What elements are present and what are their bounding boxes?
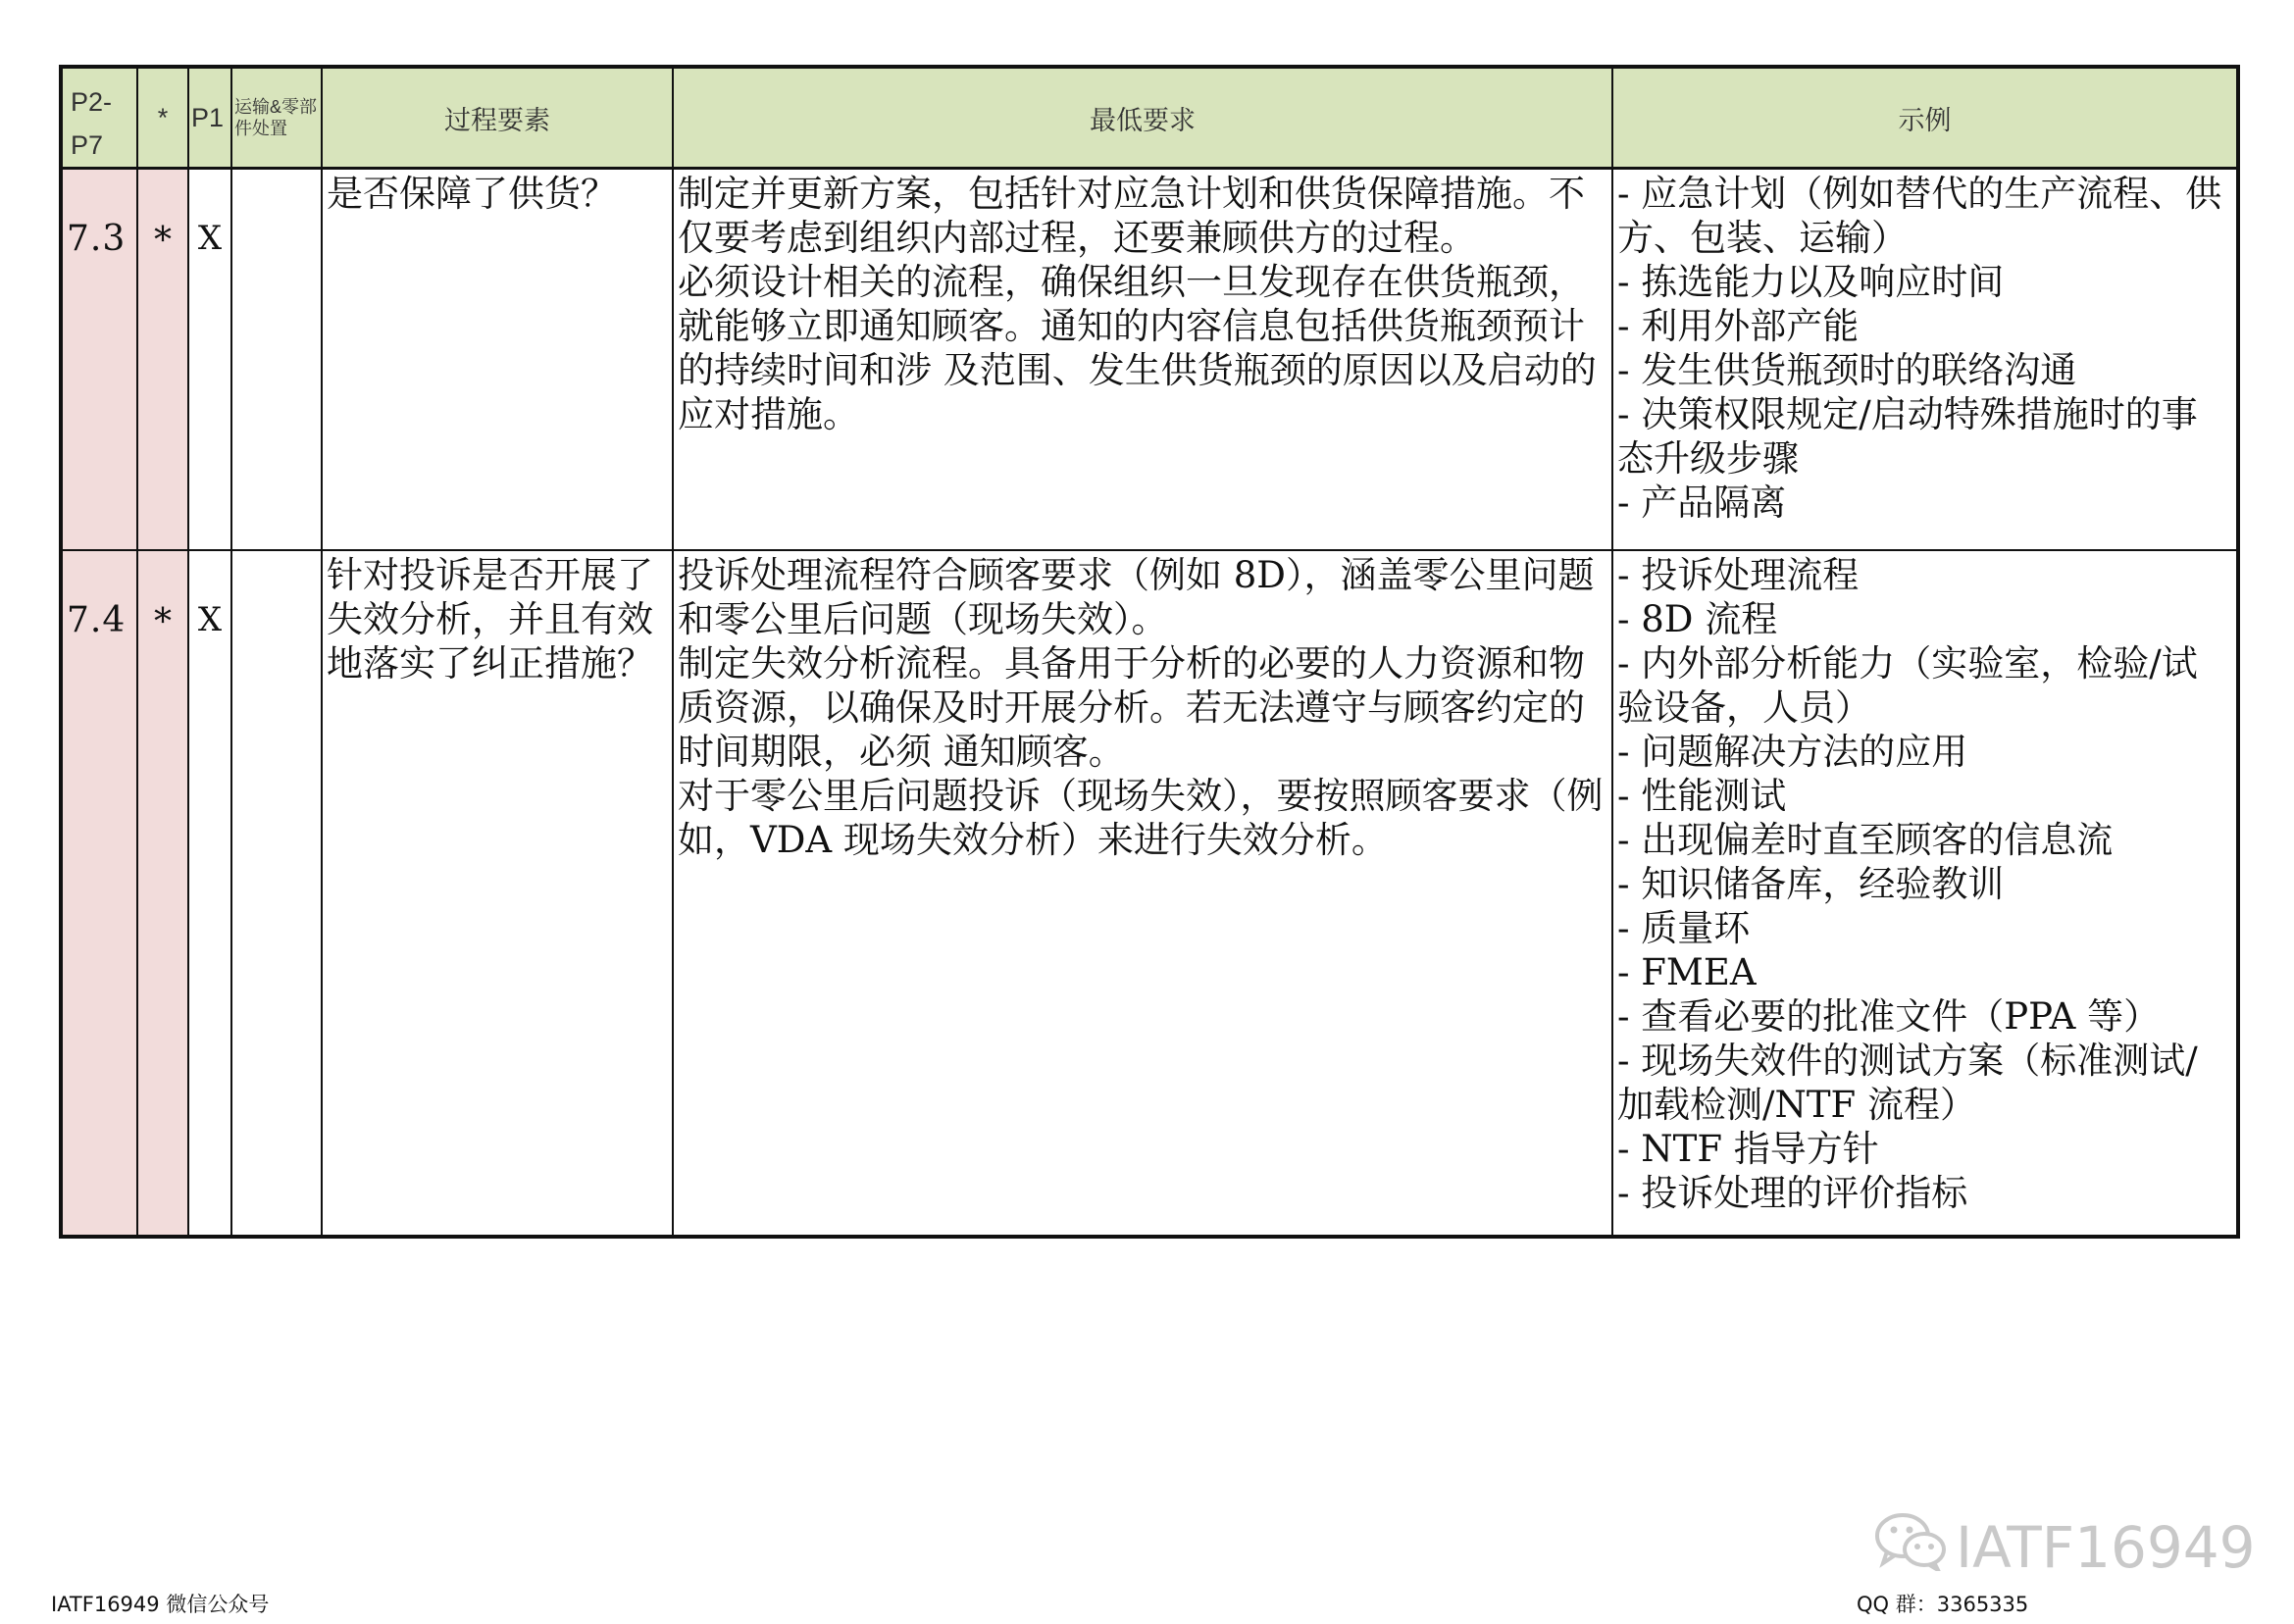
example-item: - NTF 指导方针 <box>1617 1127 1879 1170</box>
example-item: - 应急计划（例如替代的生产流程、供方、包装、运输） <box>1617 173 2222 259</box>
header-example: 示例 <box>1612 67 2238 169</box>
example-item: - 投诉处理的评价指标 <box>1617 1171 1968 1214</box>
header-p1: P1 <box>188 67 231 169</box>
row-process-element: 是否保障了供货？ <box>322 169 673 550</box>
row-min-requirement <box>673 550 1612 1237</box>
row-process-element: 针对投诉是否开展了失效分析，并且有效地落实了纠正措施？ <box>322 550 673 1237</box>
header-p2p7: P2-P7 <box>61 67 137 169</box>
row-star: * <box>137 169 188 550</box>
example-item: - FMEA <box>1617 950 1757 993</box>
requirement-paragraph: 投诉处理流程符合顾客要求（例如 8D），涵盖零公里问题和零公里后问题（现场失效）。 <box>678 553 1595 640</box>
example-item: - 投诉处理流程 <box>1617 553 1860 596</box>
table-row <box>61 550 2238 1237</box>
watermark <box>1873 1510 2256 1585</box>
row-p1-mark: X <box>188 550 231 1237</box>
row-min-requirement <box>673 169 1612 550</box>
requirement-paragraph: 对于零公里后问题投诉（现场失效），要按照顾客要求（例如，VDA 现场失效分析）来进行失效分析。 <box>678 774 1604 861</box>
example-item: - 现场失效件的测试方案（标准测试/加载检测/NTF 流程） <box>1617 1039 2198 1126</box>
row-examples <box>1612 550 2238 1237</box>
audit-table <box>59 65 2240 1239</box>
example-item: - 利用外部产能 <box>1617 305 1860 347</box>
example-item: - 性能测试 <box>1617 774 1787 817</box>
footer-right-label: QQ 群：3365335 <box>1857 1593 2029 1616</box>
example-item: - 内外部分析能力（实验室，检验/试验设备，人员） <box>1617 641 2198 729</box>
example-item: - 拣选能力以及响应时间 <box>1617 261 2005 303</box>
table-header-row <box>61 67 2238 169</box>
row-star: * <box>137 550 188 1237</box>
example-item: - 质量环 <box>1617 906 1751 949</box>
requirement-paragraph: 制定并更新方案，包括针对应急计划和供货保障措施。不仅要考虑到组织内部过程，还要兼顾供方的过程。 <box>678 173 1585 259</box>
example-item: - 产品隔离 <box>1617 482 1787 524</box>
example-item: - 发生供货瓶颈时的联络沟通 <box>1617 349 2077 391</box>
example-item: - 8D 流程 <box>1617 597 1778 640</box>
header-transport: 运输&零部件处置 <box>231 67 322 169</box>
wechat-icon <box>1873 1510 1948 1585</box>
header-min-requirement: 最低要求 <box>673 67 1612 169</box>
row-number: 7.3 <box>61 169 137 550</box>
example-item: - 问题解决方法的应用 <box>1617 730 1968 773</box>
example-item: - 出现偏差时直至顾客的信息流 <box>1617 818 2114 861</box>
header-process-element: 过程要素 <box>322 67 673 169</box>
table-row <box>61 169 2238 550</box>
row-p1-mark: X <box>188 169 231 550</box>
requirement-paragraph: 必须设计相关的流程，确保组织一旦发现存在供货瓶颈，就能够立即通知顾客。通知的内容信息包括供货瓶颈预计的持续时间和涉 及范围、发生供货瓶颈的原因以及启动的应对措施。 <box>678 261 1597 435</box>
watermark-text: IATF16949 <box>1956 1514 2256 1581</box>
requirement-paragraph: 制定失效分析流程。具备用于分析的必要的人力资源和物质资源，以确保及时开展分析。若无法遵守与顾客约定的时间期限，必须 通知顾客。 <box>678 641 1585 773</box>
header-star: * <box>137 67 188 169</box>
row-examples <box>1612 169 2238 550</box>
example-item: - 决策权限规定/启动特殊措施时的事态升级步骤 <box>1617 393 2198 480</box>
row-transport <box>231 169 322 550</box>
row-transport <box>231 550 322 1237</box>
example-item: - 知识储备库，经验教训 <box>1617 862 2005 905</box>
footer-left-label: IATF16949 微信公众号 <box>51 1593 270 1616</box>
row-number: 7.4 <box>61 550 137 1237</box>
example-item: - 查看必要的批准文件（PPA 等） <box>1617 994 2161 1038</box>
